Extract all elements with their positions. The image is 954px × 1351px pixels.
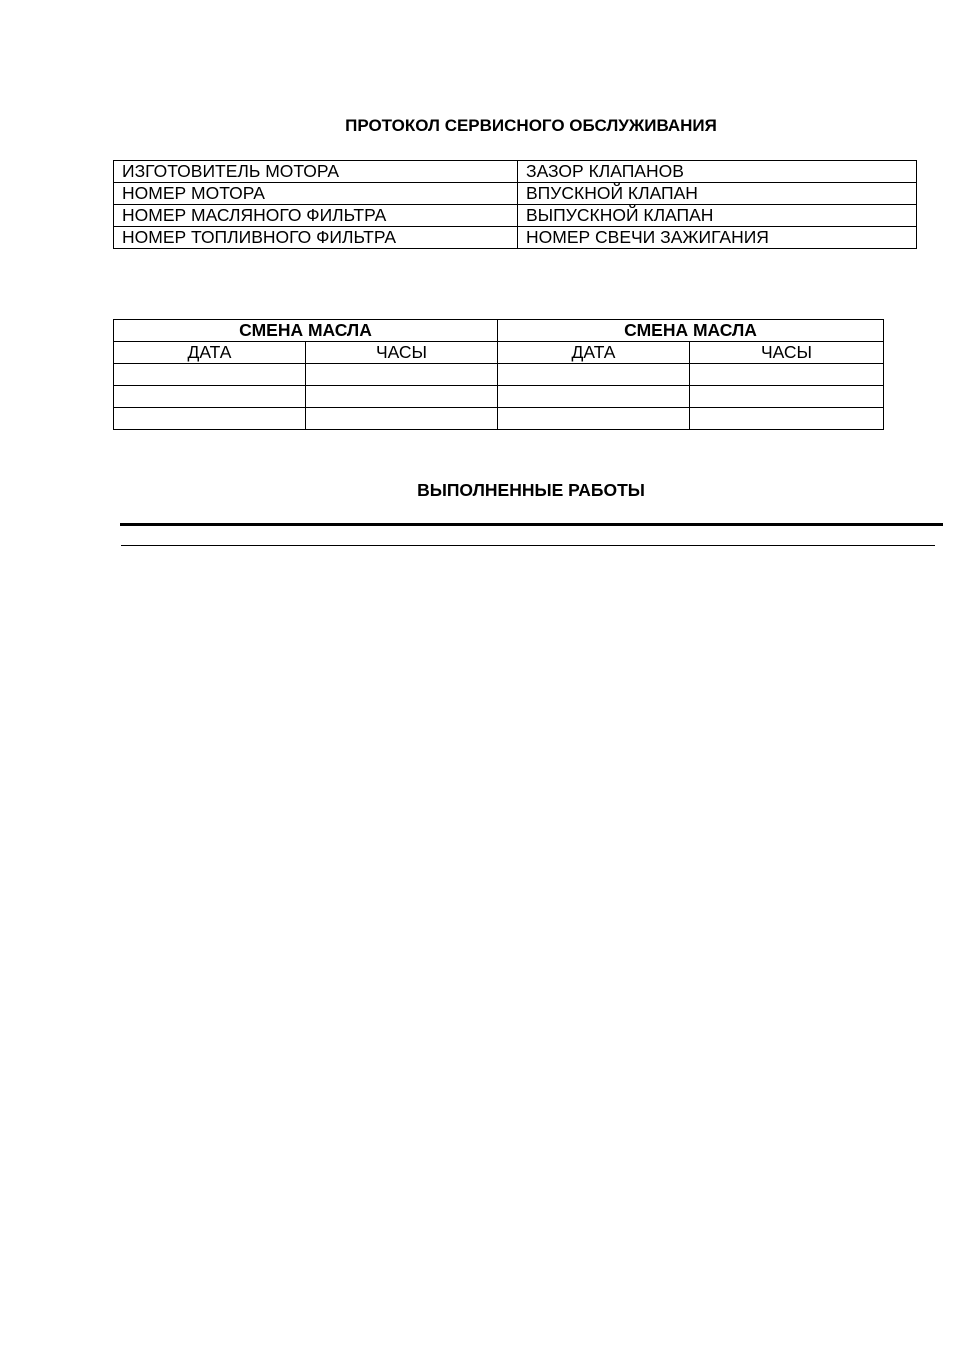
- hours-column-header: ЧАСЫ: [306, 342, 498, 364]
- engine-manufacturer-label: ИЗГОТОВИТЕЛЬ МОТОРА: [114, 161, 518, 183]
- oil-filter-number-label: НОМЕР МАСЛЯНОГО ФИЛЬТРА: [114, 205, 518, 227]
- oil-change-group-header: СМЕНА МАСЛА: [498, 320, 884, 342]
- engine-number-label: НОМЕР МОТОРА: [114, 183, 518, 205]
- fuel-filter-number-label: НОМЕР ТОПЛИВНОГО ФИЛЬТРА: [114, 227, 518, 249]
- table-row: [114, 408, 884, 430]
- spark-plug-number-label: НОМЕР СВЕЧИ ЗАЖИГАНИЯ: [518, 227, 917, 249]
- table-cell: [690, 408, 884, 430]
- valve-clearance-label: ЗАЗОР КЛАПАНОВ: [518, 161, 917, 183]
- table-cell: [306, 386, 498, 408]
- engine-info-table: [113, 160, 917, 249]
- date-column-header: ДАТА: [498, 342, 690, 364]
- hours-column-header: ЧАСЫ: [690, 342, 884, 364]
- writing-line: [121, 545, 935, 546]
- oil-change-group-header: СМЕНА МАСЛА: [114, 320, 498, 342]
- intake-valve-label: ВПУСКНОЙ КЛАПАН: [518, 183, 917, 205]
- table-cell: [498, 408, 690, 430]
- table-row: [114, 183, 917, 205]
- table-row: [114, 205, 917, 227]
- table-cell: [690, 364, 884, 386]
- table-row: [114, 364, 884, 386]
- table-cell: [114, 386, 306, 408]
- exhaust-valve-label: ВЫПУСКНОЙ КЛАПАН: [518, 205, 917, 227]
- table-cell: [306, 364, 498, 386]
- table-cell: [498, 386, 690, 408]
- table-cell: [114, 408, 306, 430]
- table-row: [114, 161, 917, 183]
- oil-change-table: [113, 319, 884, 430]
- divider: [120, 523, 943, 526]
- table-row: [114, 227, 917, 249]
- table-cell: [498, 364, 690, 386]
- table-header-row: [114, 342, 884, 364]
- table-row: [114, 386, 884, 408]
- table-header-row: [114, 320, 884, 342]
- table-cell: [690, 386, 884, 408]
- completed-works-heading: ВЫПОЛНЕННЫЕ РАБОТЫ: [417, 480, 645, 500]
- date-column-header: ДАТА: [114, 342, 306, 364]
- table-cell: [114, 364, 306, 386]
- page-title: ПРОТОКОЛ СЕРВИСНОГО ОБСЛУЖИВАНИЯ: [345, 116, 717, 135]
- table-cell: [306, 408, 498, 430]
